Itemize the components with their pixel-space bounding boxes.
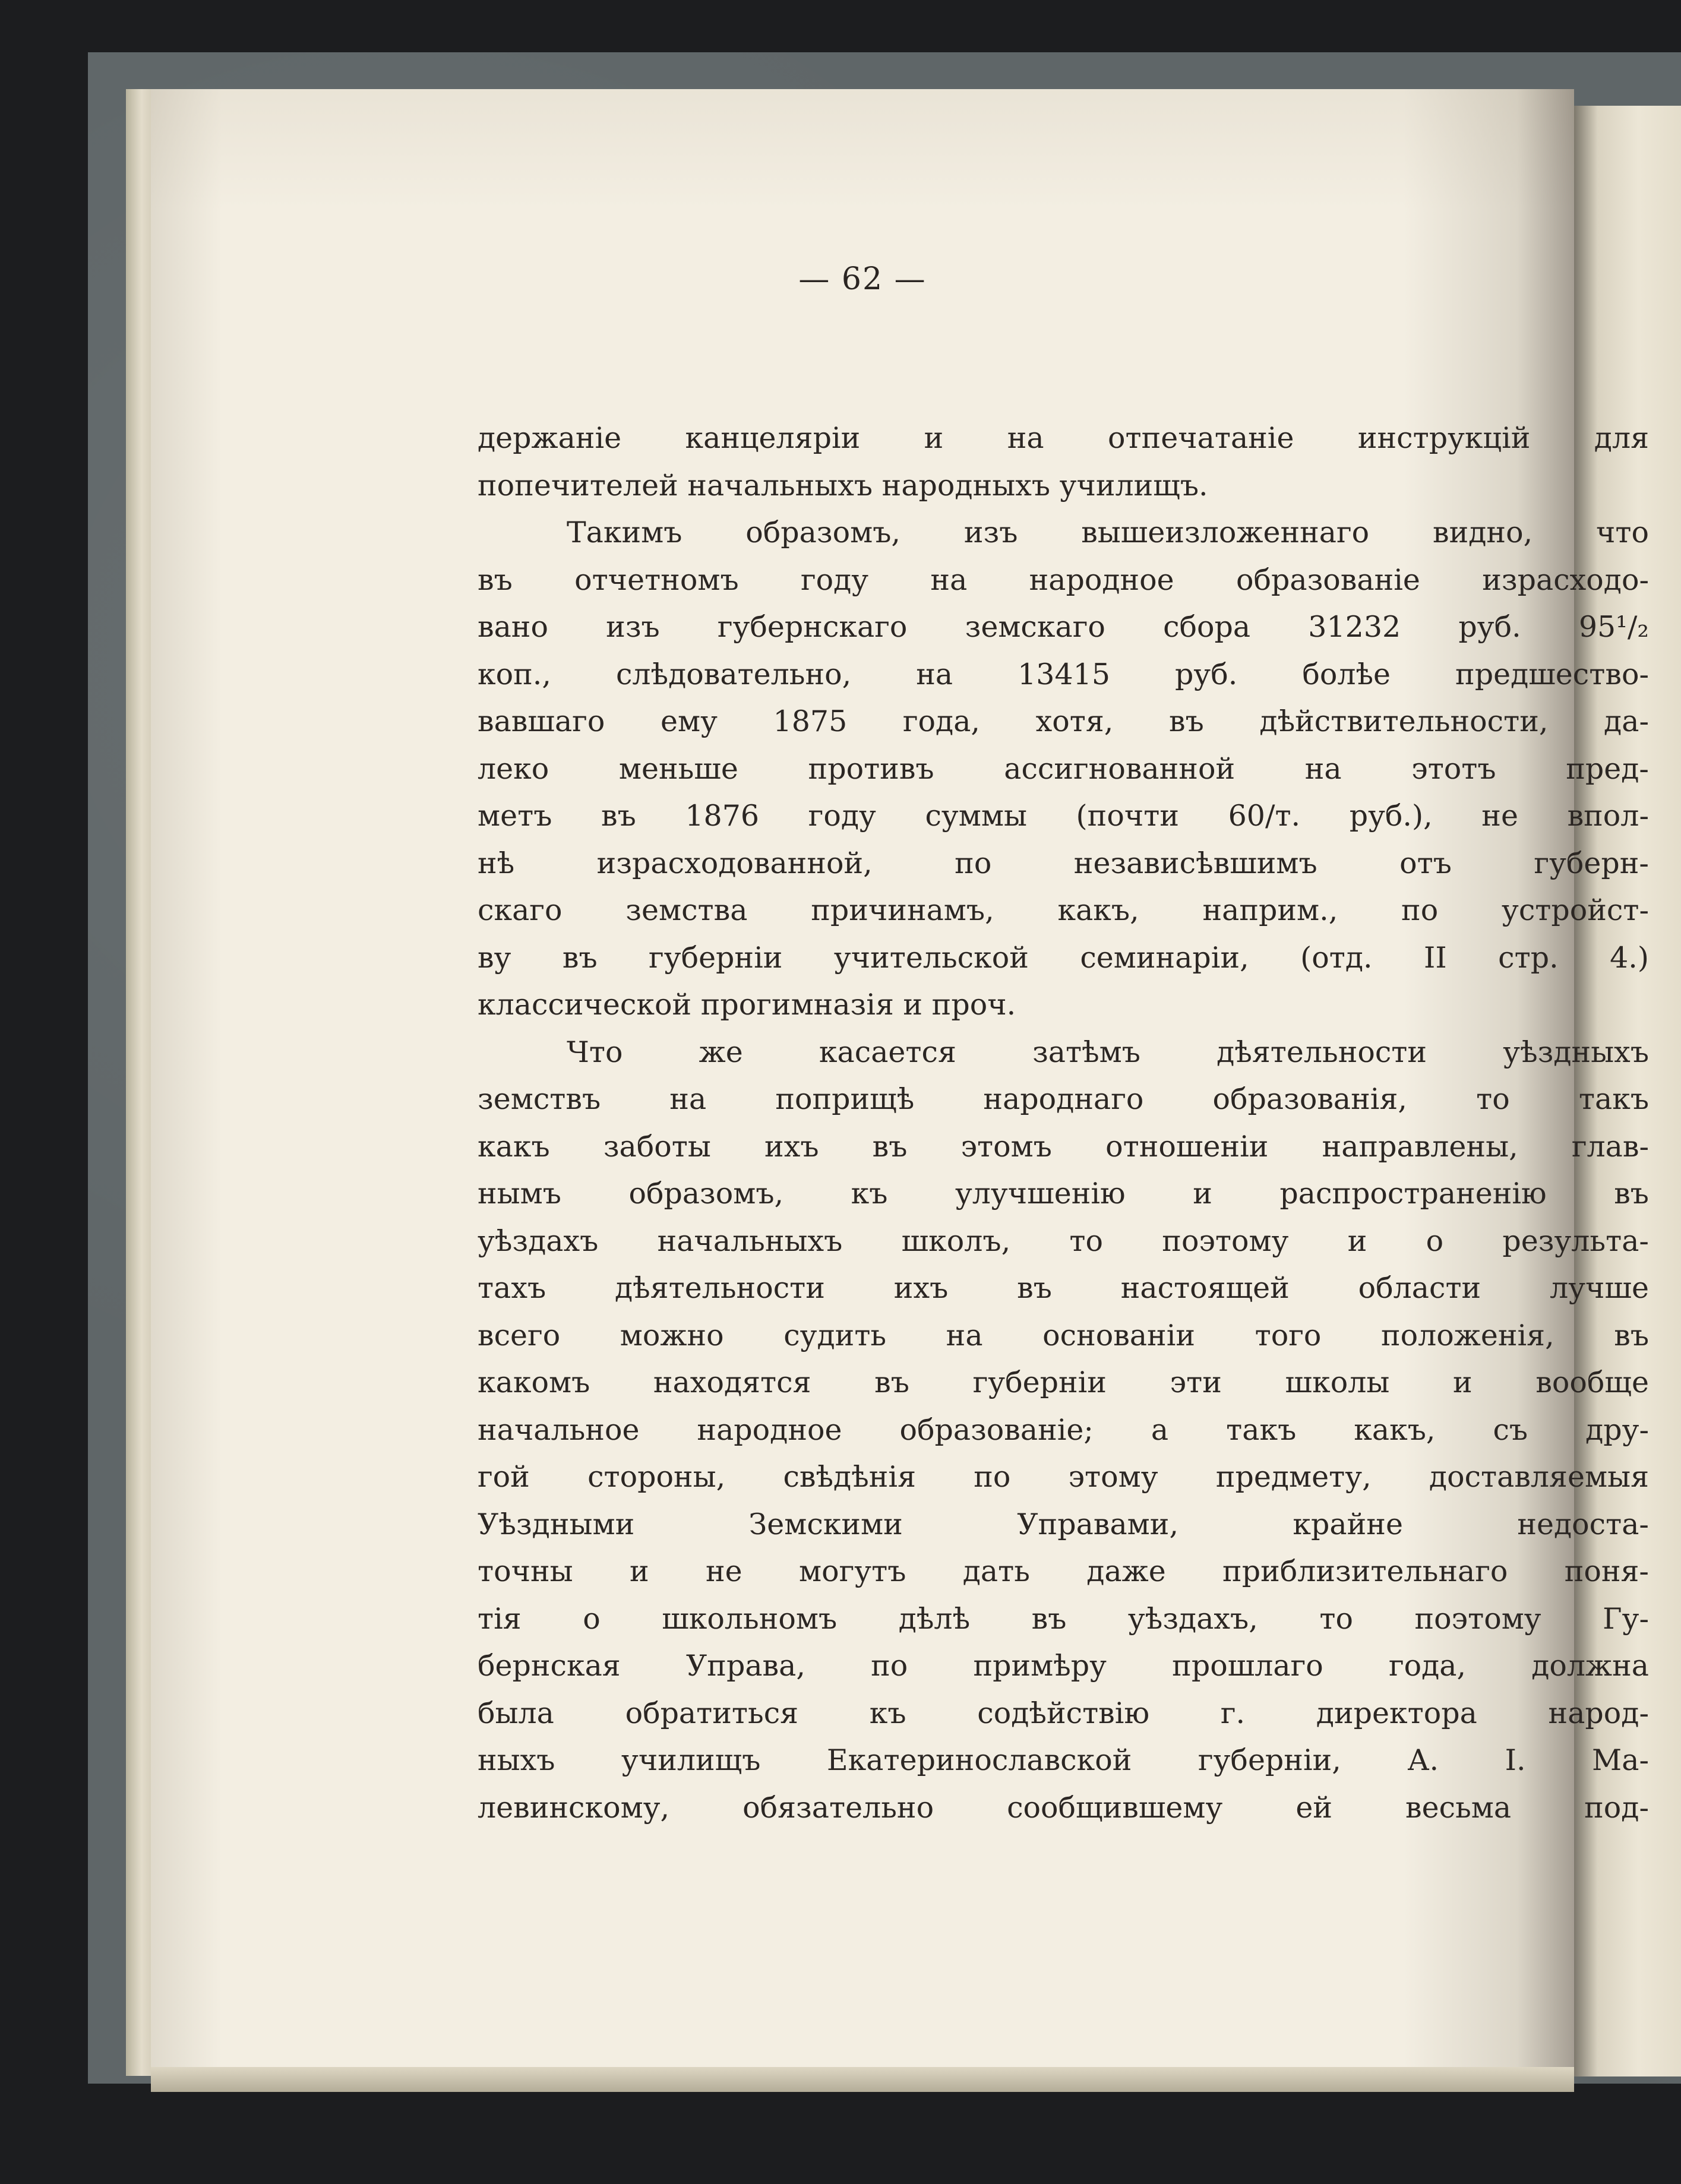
- text-line: Уѣздными Земскими Управами, крайне недоста-: [478, 1507, 1649, 1541]
- text-line: тахъ дѣятельности ихъ въ настоящей области лучше: [478, 1271, 1649, 1305]
- text-line: держаніе канцеляріи и на отпечатаніе инструкцій для: [478, 421, 1649, 455]
- text-line: Что же касается затѣмъ дѣятельности уѣздныхъ: [567, 1035, 1649, 1069]
- text-line: вано изъ губернскаго земскаго сбора 31232 руб. 95¹/₂: [478, 610, 1649, 644]
- text-line: коп., слѣдовательно, на 13415 руб. болѣе предшество-: [478, 657, 1649, 691]
- text-line: вавшаго ему 1875 года, хотя, въ дѣйствительности, да-: [478, 704, 1649, 738]
- text-line: бернская Управа, по примѣру прошлаго года, должна: [478, 1649, 1649, 1683]
- text-line: начальное народное образованіе; а такъ какъ, съ дру-: [478, 1412, 1649, 1447]
- text-line: какъ заботы ихъ въ этомъ отношеніи направлены, глав-: [478, 1129, 1649, 1164]
- text-line: всего можно судить на основаніи того положенія, въ: [478, 1318, 1649, 1352]
- text-line: какомъ находятся въ губерніи эти школы и вообще: [478, 1366, 1649, 1399]
- book-page: [151, 89, 1649, 2091]
- text-line: въ отчетномъ году на народное образованіе израсходо-: [478, 562, 1649, 597]
- text-line: метъ въ 1876 году суммы (почти 60/т. руб.), не впол-: [478, 799, 1649, 833]
- text-line: ву въ губерніи учительской семинаріи, (отд. II стр. 4.): [478, 940, 1649, 975]
- text-line: скаго земства причинамъ, какъ, наприм., по устройст-: [478, 893, 1649, 927]
- text-line: нымъ образомъ, къ улучшенію и распространенію въ: [478, 1177, 1649, 1210]
- text-line: левинскому, обязательно сообщившему ей весьма под-: [478, 1790, 1649, 1825]
- text-line: точны и не могутъ дать даже приблизительнаго поня-: [478, 1554, 1649, 1588]
- text-line: была обратиться къ содѣйствію г. директора народ-: [478, 1696, 1649, 1730]
- page-body-text: [478, 415, 1649, 1831]
- text-line: Такимъ образомъ, изъ вышеизложеннаго видно, что: [567, 516, 1649, 549]
- text-line: земствъ на поприщѣ народнаго образованія, то такъ: [478, 1082, 1649, 1116]
- text-line: ныхъ училищъ Екатеринославской губерніи, А. І. Ма-: [478, 1743, 1649, 1777]
- text-line: леко меньше противъ ассигнованной на этотъ пред-: [478, 751, 1649, 786]
- text-line: классической прогимназія и проч.: [478, 988, 1016, 1022]
- text-line: тія о школьномъ дѣлѣ въ уѣздахъ, то поэтому Гу-: [478, 1601, 1649, 1636]
- text-line: гой стороны, свѣдѣнія по этому предмету, доставляемыя: [478, 1460, 1649, 1494]
- page-block-bottom: [151, 2067, 1574, 2092]
- text-line: попечителей начальныхъ народныхъ училищъ.: [478, 468, 1208, 502]
- page-number: — 62 —: [798, 261, 927, 297]
- text-line: уѣздахъ начальныхъ школъ, то поэтому и о результа-: [478, 1224, 1649, 1258]
- text-line: нѣ израсходованной, по независѣвшимъ отъ губерн-: [478, 846, 1649, 880]
